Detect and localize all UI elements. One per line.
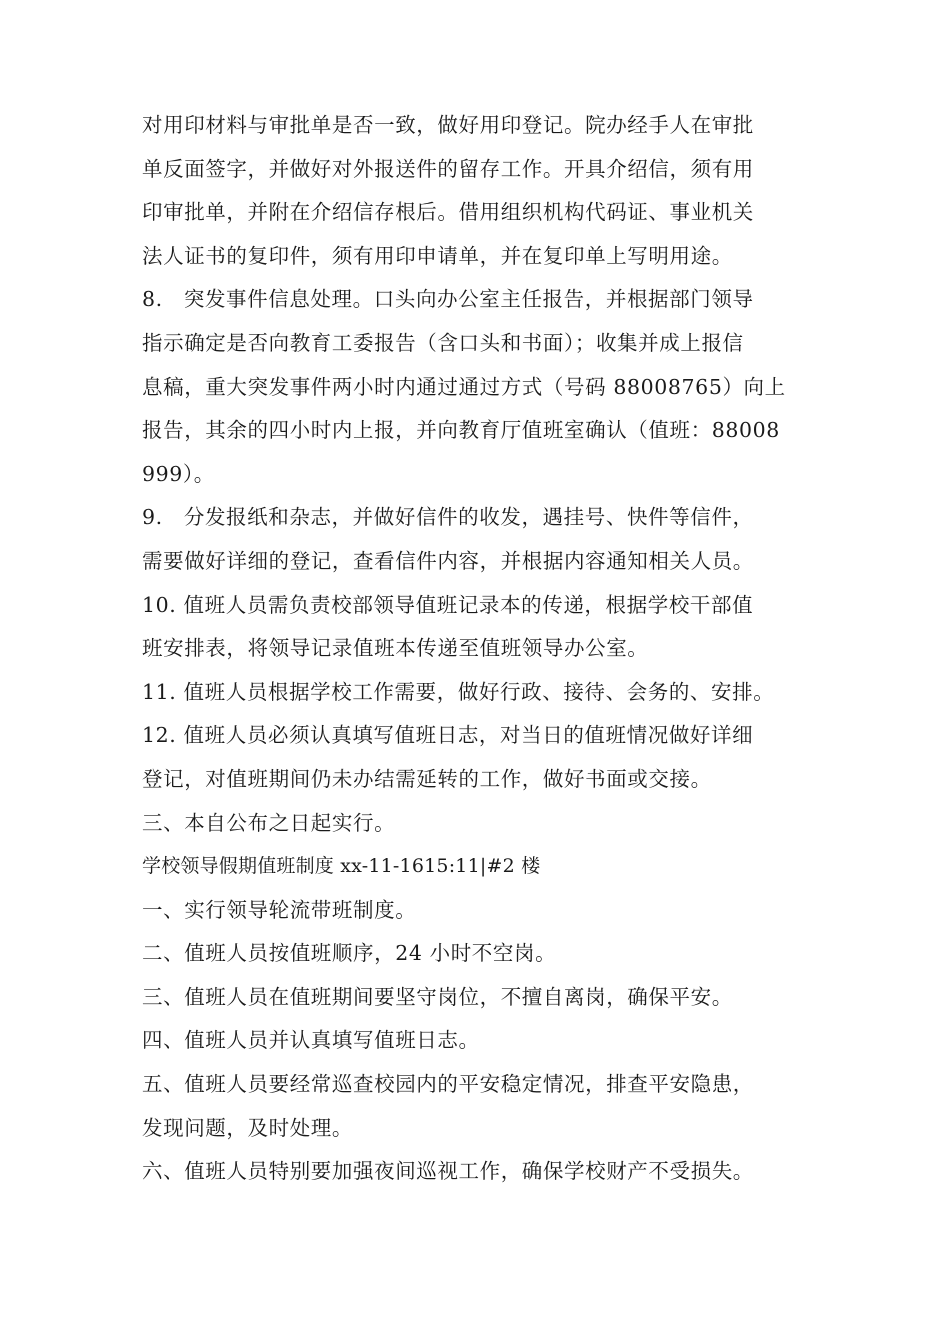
text-line: 10. 值班人员需负责校部领导值班记录本的传递，根据学校干部值 [142,592,754,617]
text-line: 对用印材料与审批单是否一致，做好用印登记。院办经手人在审批 [142,113,754,137]
text-line: 9. 分发报纸和杂志，并做好信件的收发，遇挂号、快件等信件， [142,505,754,530]
text-line: 12. 值班人员必须认真填写值班日志，对当日的值班情况做好详细 [142,723,754,748]
text-line: 息稿，重大突发事件两小时内通过通过方式（号码 88008765）向上 [142,374,786,399]
text-line: 999）。 [142,461,215,486]
document-body [142,104,812,1194]
text-line: 三、值班人员在值班期间要坚守岗位，不擅自离岗，确保平安。 [142,984,733,1009]
text-line: 登记，对值班期间仍未办结需延转的工作，做好书面或交接。 [142,766,712,791]
text-line: 印审批单，并附在介绍信存根后。借用组织机构代码证、事业机关 [142,200,754,225]
text-line: 四、值班人员并认真填写值班日志。 [142,1028,480,1053]
text-line: 三、本自公布之日起实行。 [142,810,396,835]
text-line: 发现问题，及时处理。 [142,1115,353,1140]
text-line: 报告，其余的四小时内上报，并向教育厅值班室确认（值班：88008 [142,418,780,443]
text-line: 二、值班人员按值班顺序，24 小时不空岗。 [142,941,557,966]
text-line: 班安排表，将领导记录值班本传递至值班领导办公室。 [142,636,649,661]
text-line: 需要做好详细的登记，查看信件内容，并根据内容通知相关人员。 [142,548,754,573]
text-line: 六、值班人员特别要加强夜间巡视工作，确保学校财产不受损失。 [142,1159,754,1184]
text-line: 一、实行领导轮流带班制度。 [142,897,417,922]
text-line: 指示确定是否向教育工委报告（含口头和书面）；收集并成上报信 [142,330,744,355]
text-line: 单反面签字，并做好对外报送件的留存工作。开具介绍信，须有用 [142,156,754,181]
text-line: 五、值班人员要经常巡查校园内的平安稳定情况，排查平安隐患， [142,1072,754,1097]
text-line: 8. 突发事件信息处理。口头向办公室主任报告，并根据部门领导 [142,287,754,312]
text-line: 11. 值班人员根据学校工作需要，做好行政、接待、会务的、安排。 [142,679,775,704]
post-header-line: 学校领导假期值班制度 xx-11-1615:11|#2 楼 [142,855,541,878]
text-line: 法人证书的复印件，须有用印申请单，并在复印单上写明用途。 [142,243,733,268]
